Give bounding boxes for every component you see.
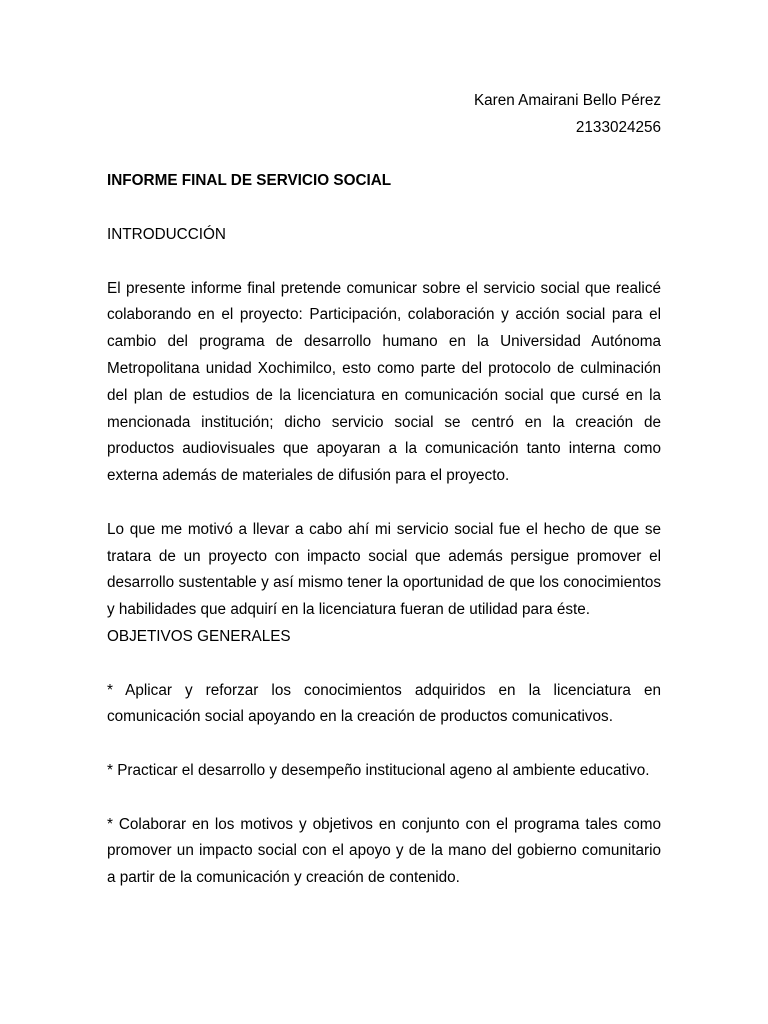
document-title: INFORME FINAL DE SERVICIO SOCIAL xyxy=(107,172,392,190)
author-id: 2133024256 xyxy=(575,118,661,136)
intro-heading: INTRODUCCIÓN xyxy=(107,225,226,243)
objective-item: * Practicar el desarrollo y desempeño institucional ageno al ambiente educativo. xyxy=(107,761,650,779)
author-block xyxy=(107,88,661,142)
author-name: Karen Amairani Bello Pérez xyxy=(473,92,661,109)
objectives-heading: OBJETIVOS GENERALES xyxy=(107,627,291,645)
intro-paragraph: El presente informe final pretende comunicar sobre el servicio social que realicé colaborando en el proyecto: Participación, colaboración y acción social para el cambio del programa de desarrollo humano en la Universidad Autónoma Metropolitana unidad Xochimilco, esto como parte del protocolo de culminación del plan de estudios de la licenciatura en comunicación social que cursé en la mencionada institución; dicho servicio social se centró en la creación de productos audiovisuales que apoyaran a la comunicación tanto interna como externa además de materiales de difusión para el proyecto. xyxy=(107,279,661,485)
objective-item: * Colaborar en los motivos y objetivos en conjunto con el programa tales como promover un impacto social con el apoyo y de la mano del gobierno comunitario a partir de la comunicación y creación de contenido. xyxy=(107,815,661,887)
objective-item: * Aplicar y reforzar los conocimientos adquiridos en la licenciatura en comunicación social apoyando en la creación de productos comunicativos. xyxy=(107,681,661,726)
motivation-paragraph: Lo que me motivó a llevar a cabo ahí mi servicio social fue el hecho de que se tratara de un proyecto con impacto social que además persigue promover el desarrollo sustentable y así mismo tener la oportunidad de que los conocimientos y habilidades que adquirí en la licenciatura fueran de utilidad para éste. xyxy=(107,520,661,619)
document-body xyxy=(107,88,661,892)
